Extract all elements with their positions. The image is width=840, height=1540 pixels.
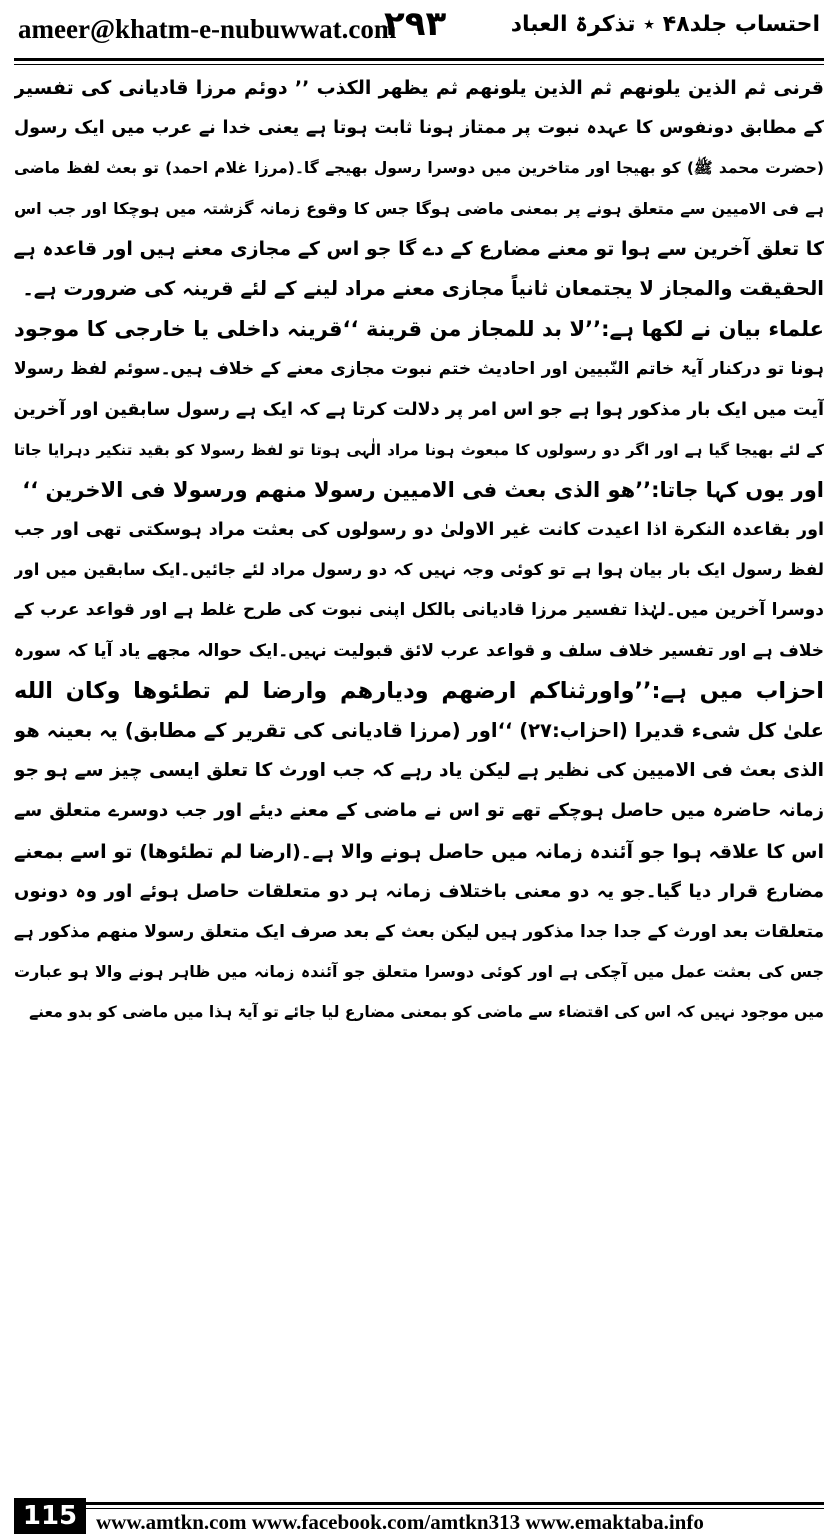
text-line: احزاب میں ہے:’’واورثناکم ارضهم ودیارهم وارضا لم تطئوها وکان الله	[14, 677, 824, 704]
text-line: میں موجود نہیں کہ اس کی اقتضاء سے ماضی کو بمعنی مضارع لیا جائے تو آیۃ ہذا میں ماضی کو بدو معنے	[29, 1003, 824, 1022]
header-email: ameer@khatm-e-nubuwwat.com	[18, 14, 397, 44]
footer-page-number: 115	[14, 1498, 86, 1534]
text-line: خلاف ہے اور تفسیر خلاف سلف و قواعد عرب لائق قبولیت نہیں۔ایک حوالہ مجھے یاد آیا کہ سورہ	[14, 640, 824, 661]
text-line: علماء بیان نے لکھا ہے:’’لا بد للمجاز من قرینة ‘‘قرینہ داخلی یا خارجی کا موجود	[14, 317, 824, 342]
page-footer	[0, 1496, 840, 1540]
header-rule-thin	[14, 64, 824, 65]
footer-rule	[14, 1502, 824, 1505]
text-line: کے لئے بھیجا گیا ہے اور اگر دو رسولوں کا مبعوث ہونا مراد الٰہی ہوتا تو لفظ رسولا کو بقید تنکیر دہرایا جاتا	[14, 440, 824, 459]
text-line: کے مطابق دونفوس کا عہدہ نبوت پر ممتاز ہونا ثابت ہوتا ہے یعنی خدا نے عرب میں ایک رسول	[14, 118, 824, 139]
text-line: الحقیقت والمجاز لا یجتمعان ثانیاً مجازی معنے مراد لینے کے لئے قرینہ کی ضرورت ہے۔	[22, 276, 824, 300]
text-line: جس کی بعثت عمل میں آچکی ہے اور کوئی دوسرا متعلق جو آئندہ زمانہ میں ظاہر ہونے والا ہو عبارت	[14, 962, 824, 982]
body-text	[14, 68, 824, 1033]
header-rule	[14, 58, 824, 61]
text-line: الذی بعث فی الامیین کی نظیر ہے لیکن یاد رہے کہ جب اورث کا تعلق ایسی چیز سے ہو جو	[14, 760, 824, 782]
text-line: دوسرا آخرین میں۔لہٰذا تفسیر مرزا قادیانی بالکل اپنی نبوت کی طرح غلط ہے اور قواعد عرب کے	[14, 600, 824, 621]
text-line: اور یوں کہا جاتا:’’ھو الذی بعث فی الامیین رسولا منھم ورسولا فی الاخرین ‘‘	[22, 477, 824, 502]
text-line: (حضرت محمد ﷺ) کو بھیجا اور متاخرین میں دوسرا رسول بھیجے گا۔(مرزا غلام احمد) تو بعث لفظ ماضی	[14, 159, 824, 178]
text-line: متعلقات بعد اورث کے جدا جدا مذکور ہیں لیکن بعث کے بعد صرف ایک متعلق رسولا منھم مذکور ہے	[14, 921, 824, 942]
text-line: اس کا علاقہ ہوا جو آئندہ زمانہ میں حاصل ہونے والا ہے۔(ارضا لم تطئوها) تو اسے بمعنے	[14, 840, 824, 863]
text-line: لفظ رسول ایک بار بیان ہوا ہے تو کوئی وجہ نہیں کہ دو رسول مراد لئے جائیں۔ایک سابقین میں اور	[14, 560, 824, 580]
text-line: مضارع قرار دیا گیا۔جو یہ دو معنی باختلاف زمانہ ہر دو متعلقات حاصل ہوئے اور وہ دونوں	[14, 880, 824, 902]
text-line: کا تعلق آخرین سے ہوا تو معنے مضارع کے دے گا جو اس کے مجازی معنے ہیں اور قاعدہ ہے	[14, 237, 824, 260]
text-line: ہے فی الامیین سے متعلق ہونے پر بمعنی ماضی ہوگا جس کا وقوع زمانہ گزشتہ میں ہوچکا اور جب اس	[14, 198, 824, 218]
text-line: زمانہ حاضرہ میں حاصل ہوچکے تھے تو اس نے ماضی کے معنے دیئے اور جب دوسرے متعلق سے	[14, 800, 824, 822]
text-line: اور بقاعدہ النکرة اذا اعیدت کانت غیر الاولیٰ دو رسولوں کی بعثت مراد ہوسکتی تھی اور جب	[14, 520, 824, 541]
header-book-title: احتساب جلد۴۸ ٭ تذکرۃ العباد	[510, 12, 820, 37]
text-line: آیت میں ایک بار مذکور ہوا ہے جو اس امر پر دلالت کرتا ہے کہ ایک ہے رسول سابقین اور آخرین	[14, 399, 824, 420]
page-header	[0, 0, 840, 62]
text-line: قرنی ثم الذین یلونهم ثم الذین یلونهم ثم یظهر الکذب ’’ دوئم مرزا قادیانی کی تفسیر	[14, 77, 824, 99]
header-page-number: ۲۹۳	[384, 4, 447, 44]
text-line: علیٰ کل شیء قدیرا (احزاب:۲۷) ‘‘اور (مرزا قادیانی کی تقریر کے مطابق) یہ بعینہ ھو	[14, 719, 824, 742]
text-line: ہونا تو درکنار آیۃ خاتم النّبیین اور احادیث ختم نبوت مجازی معنے کے خلاف ہیں۔سوئم لفظ رسولا	[14, 359, 824, 380]
footer-urls: www.amtkn.com www.facebook.com/amtkn313 www.emaktaba.info	[96, 1510, 704, 1534]
footer-rule-thin	[14, 1508, 824, 1509]
